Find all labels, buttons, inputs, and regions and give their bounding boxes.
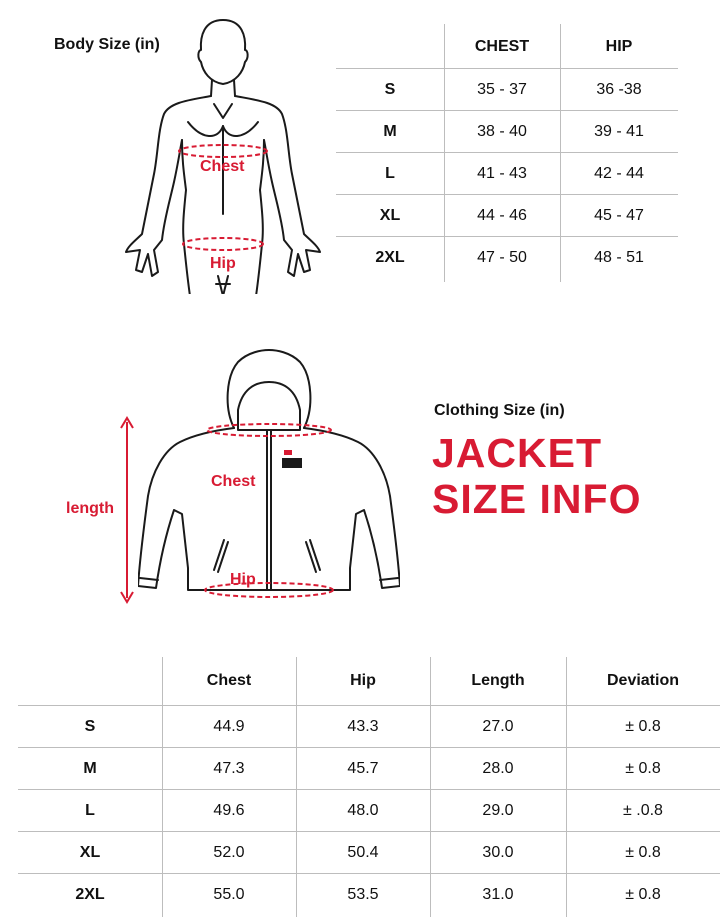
hip-cell: 39 - 41	[594, 123, 644, 140]
hip-cell: 43.3	[347, 718, 379, 735]
body-hip-label: Hip	[210, 255, 236, 272]
page-title-line-1: JACKET	[432, 430, 603, 476]
length-cell: 29.0	[482, 802, 514, 819]
hip-cell: 53.5	[347, 886, 379, 903]
length-cell: 27.0	[482, 718, 514, 735]
chest-cell: 52.0	[213, 844, 245, 861]
size-cell: L	[385, 165, 395, 182]
header-length: Length	[471, 672, 525, 689]
chest-cell: 47 - 50	[477, 249, 527, 266]
table-row	[18, 873, 720, 916]
chest-cell: 44 - 46	[477, 207, 527, 224]
hip-cell: 45.7	[347, 760, 379, 777]
body-figure-illustration	[118, 14, 328, 294]
deviation-cell: ± 0.8	[625, 760, 661, 777]
size-cell: XL	[79, 844, 101, 861]
header-hip: HIP	[605, 38, 633, 55]
jacket-chest-label: Chest	[211, 473, 256, 490]
deviation-cell: ± 0.8	[625, 718, 661, 735]
hip-cell: 36 -38	[596, 81, 642, 98]
deviation-cell: ± 0.8	[625, 886, 661, 903]
hip-cell: 48 - 51	[594, 249, 644, 266]
size-cell: M	[383, 123, 397, 140]
length-arrow-icon	[118, 416, 136, 604]
length-cell: 31.0	[482, 886, 514, 903]
chest-cell: 44.9	[213, 718, 245, 735]
table-row	[18, 705, 720, 748]
table-row	[336, 194, 678, 237]
size-cell: 2XL	[375, 249, 405, 266]
length-cell: 28.0	[482, 760, 514, 777]
body-size-title: Body Size (in)	[54, 36, 160, 53]
page-title	[432, 430, 641, 522]
table-row	[336, 152, 678, 195]
header-chest: CHEST	[474, 38, 530, 55]
hip-cell: 48.0	[347, 802, 379, 819]
hip-cell: 45 - 47	[594, 207, 644, 224]
jacket-illustration	[138, 346, 400, 602]
table-row	[18, 789, 720, 832]
size-cell: M	[83, 760, 97, 777]
chest-cell: 41 - 43	[477, 165, 527, 182]
header-hip: Hip	[350, 672, 376, 689]
chest-cell: 55.0	[213, 886, 245, 903]
table-row	[18, 831, 720, 874]
deviation-cell: ± .0.8	[623, 802, 663, 819]
header-deviation: Deviation	[606, 672, 679, 689]
size-cell: S	[384, 81, 396, 98]
jacket-hip-label: Hip	[230, 571, 256, 588]
chest-cell: 35 - 37	[477, 81, 527, 98]
table-row	[336, 236, 678, 279]
page-title-line-2: SIZE INFO	[432, 476, 642, 522]
header-chest: Chest	[206, 672, 252, 689]
chest-cell: 49.6	[213, 802, 245, 819]
table-row	[336, 110, 678, 153]
size-cell: L	[85, 802, 95, 819]
table-row	[336, 68, 678, 111]
deviation-cell: ± 0.8	[625, 844, 661, 861]
length-cell: 30.0	[482, 844, 514, 861]
body-chest-label: Chest	[200, 158, 245, 175]
size-cell: S	[84, 718, 96, 735]
hip-cell: 50.4	[347, 844, 379, 861]
clothing-size-subtitle: Clothing Size (in)	[434, 402, 565, 419]
size-cell: XL	[379, 207, 401, 224]
table-row	[18, 747, 720, 790]
length-label: length	[66, 500, 114, 517]
chest-cell: 47.3	[213, 760, 245, 777]
chest-cell: 38 - 40	[477, 123, 527, 140]
size-cell: 2XL	[75, 886, 105, 903]
hip-cell: 42 - 44	[594, 165, 644, 182]
